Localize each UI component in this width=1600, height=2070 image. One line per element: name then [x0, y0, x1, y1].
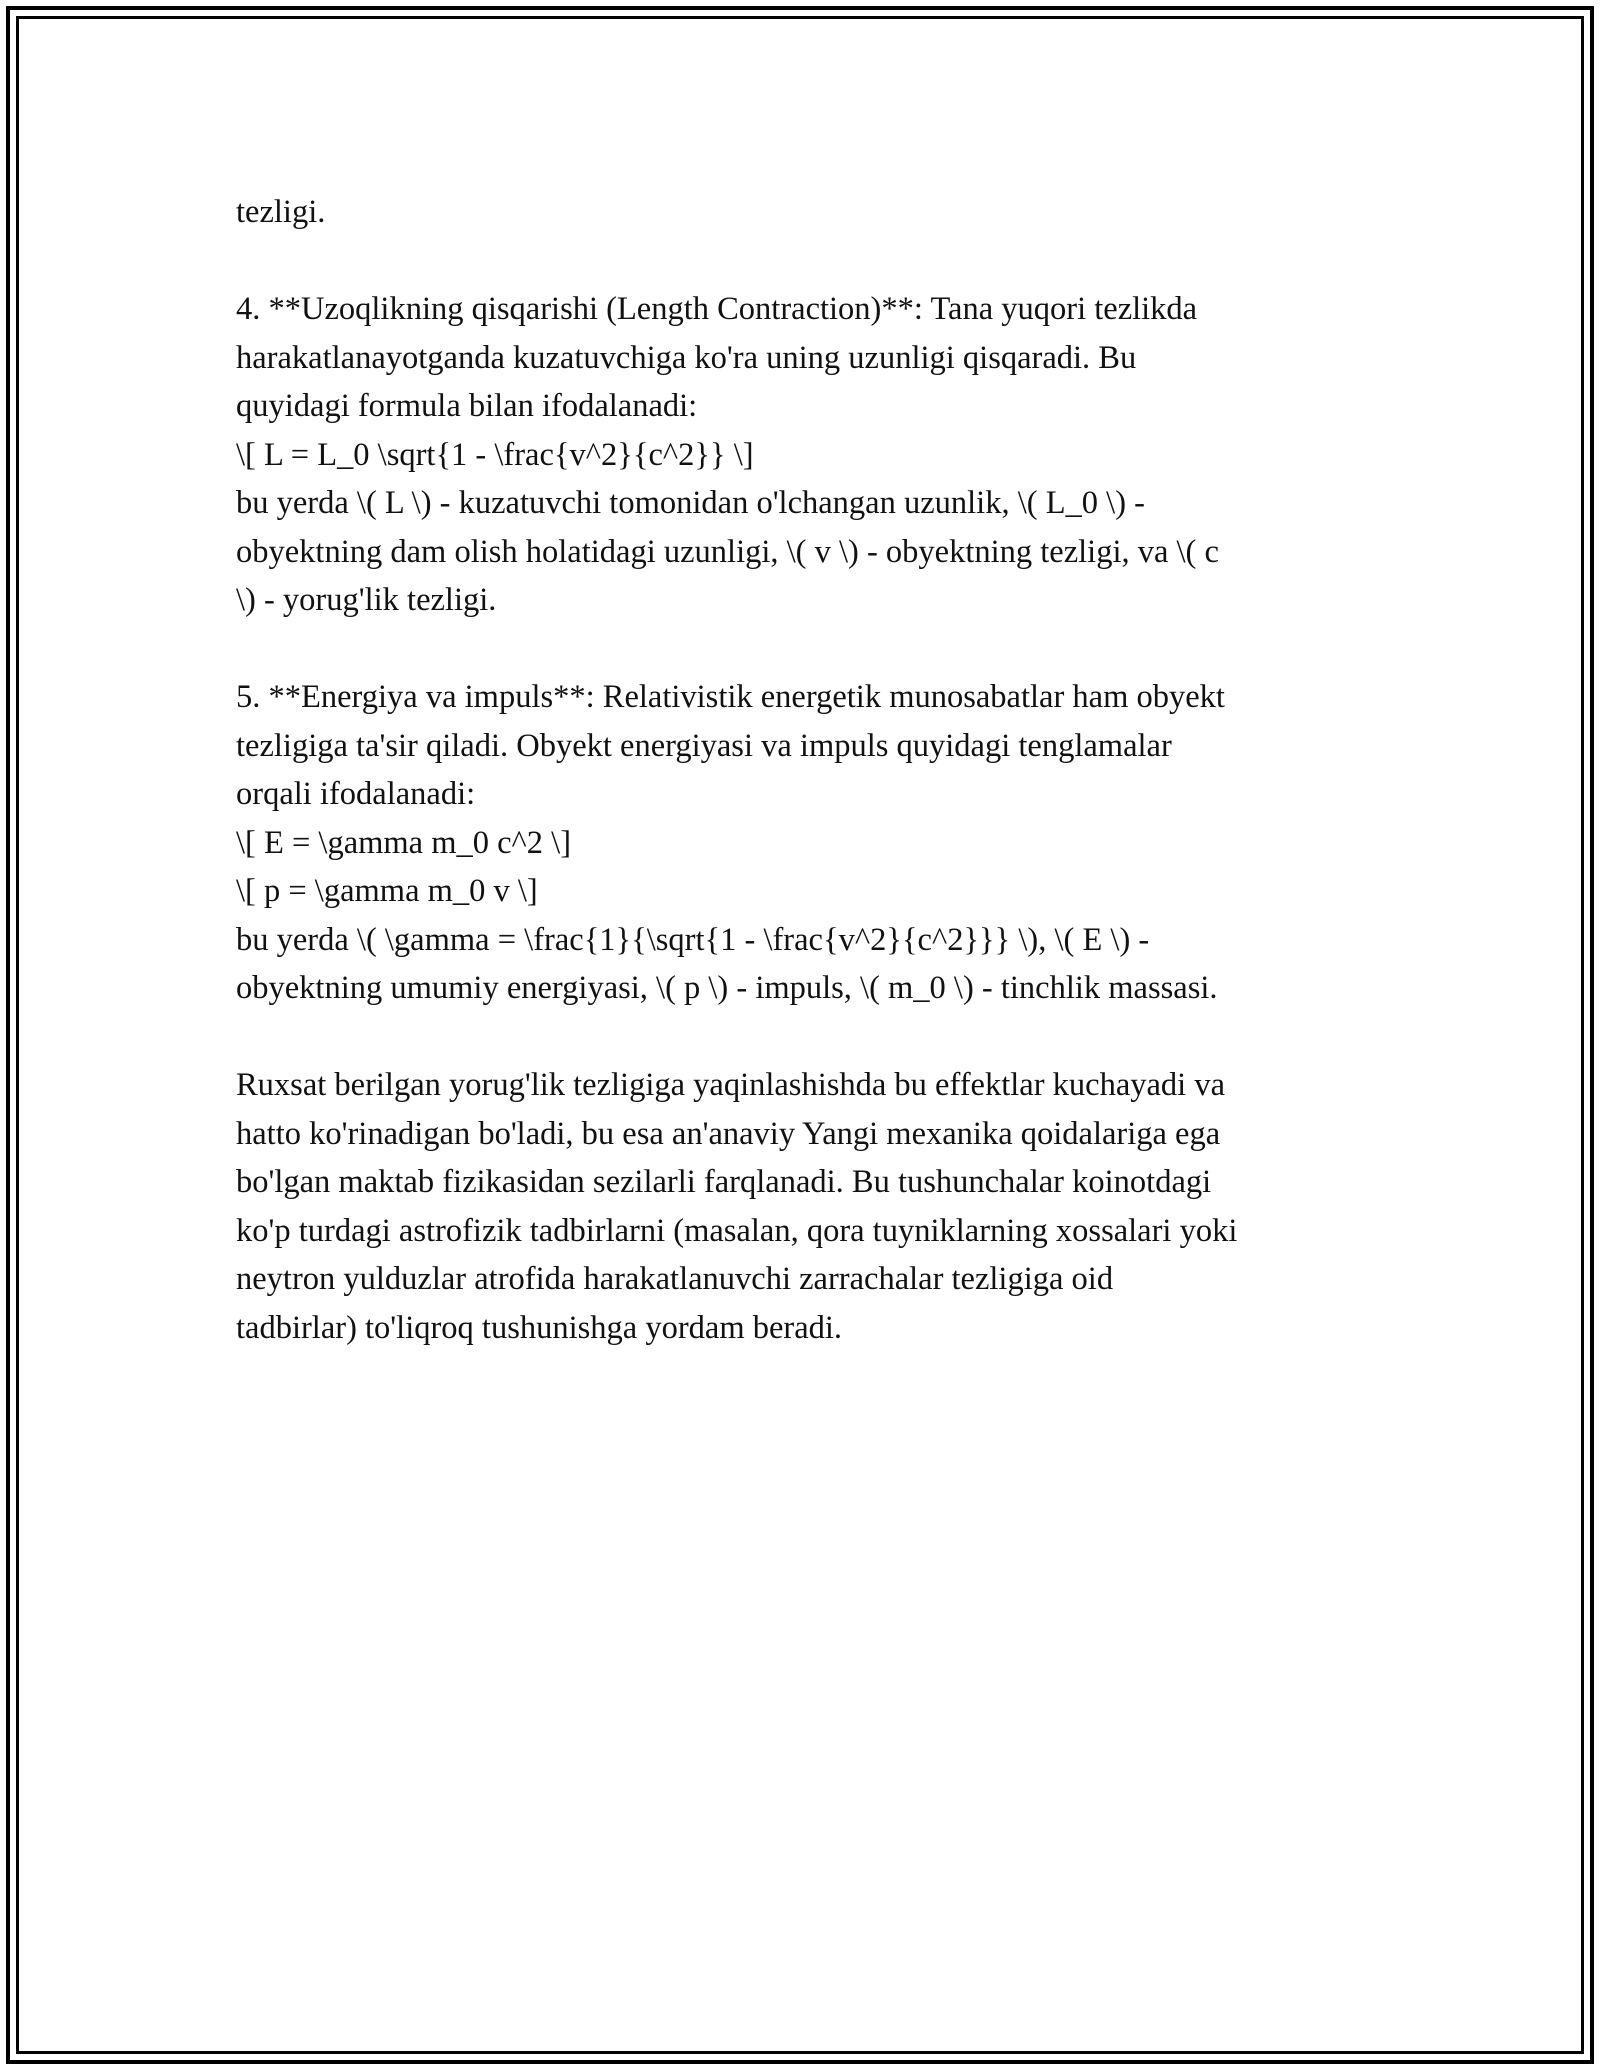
paragraph-energy-momentum — [236, 673, 1376, 1013]
paragraph-gap — [236, 237, 1376, 286]
text-line: tezligi. — [236, 194, 326, 230]
text-line: harakatlanayotganda kuzatuvchiga ko'ra uning uzunligi qisqaradi. Bu — [236, 339, 1137, 376]
text-line: tadbirlar) to'liqroq tushunishga yordam beradi. — [236, 1309, 843, 1346]
formula-line: \[ p = \gamma m_0 v \] — [236, 873, 538, 909]
text-line: hatto ko'rinadigan bo'ladi, bu esa an'anaviy Yangi mexanika qoidalariga ega — [236, 1115, 1221, 1152]
text-line: obyektning umumiy energiyasi, \( p \) - impuls, \( m_0 \) - tinchlik massasi. — [236, 970, 1218, 1006]
text-line: ko'p turdagi astrofizik tadbirlarni (masalan, qora tuyniklarning xossalari yoki — [236, 1212, 1238, 1249]
text-line: tezligiga ta'sir qiladi. Obyekt energiyasi va impuls quyidagi tenglamalar — [236, 727, 1172, 764]
paragraph-length-contraction — [236, 285, 1376, 625]
text-line: bu yerda \( \gamma = \frac{1}{\sqrt{1 - \frac{v^2}{c^2}}} \), \( E \) - — [236, 921, 1150, 958]
text-line: quyidagi formula bilan ifodalanadi: — [236, 388, 698, 424]
text-line: Ruxsat berilgan yorug'lik tezligiga yaqinlashishda bu effektlar kuchayadi va — [236, 1067, 1225, 1103]
document-body — [236, 188, 1376, 1352]
formula-line: \[ E = \gamma m_0 c^2 \] — [236, 824, 572, 861]
paragraph-conclusion — [236, 1061, 1376, 1352]
text-line: 5. **Energiya va impuls**: Relativistik energetik munosabatlar ham obyekt — [236, 679, 1225, 715]
text-line: 4. **Uzoqlikning qisqarishi (Length Contraction)**: Tana yuqori tezlikda — [236, 291, 1198, 327]
formula-line: \[ L = L_0 \sqrt{1 - \frac{v^2}{c^2}} \] — [236, 436, 754, 473]
text-line: obyektning dam olish holatidagi uzunligi, \( v \) - obyektning tezligi, va \( c — [236, 533, 1219, 570]
paragraph-gap — [236, 625, 1376, 674]
paragraph-gap — [236, 1013, 1376, 1062]
paragraph-continuation — [236, 188, 1376, 237]
text-line: bu yerda \( L \) - kuzatuvchi tomonidan o'lchangan uzunlik, \( L_0 \) - — [236, 485, 1145, 521]
text-line: \) - yorug'lik tezligi. — [236, 582, 497, 618]
text-line: bo'lgan maktab fizikasidan sezilarli farqlanadi. Bu tushunchalar koinotdagi — [236, 1164, 1212, 1200]
text-line: neytron yulduzlar atrofida harakatlanuvchi zarrachalar tezligiga oid — [236, 1261, 1114, 1297]
text-line: orqali ifodalanadi: — [236, 776, 476, 812]
